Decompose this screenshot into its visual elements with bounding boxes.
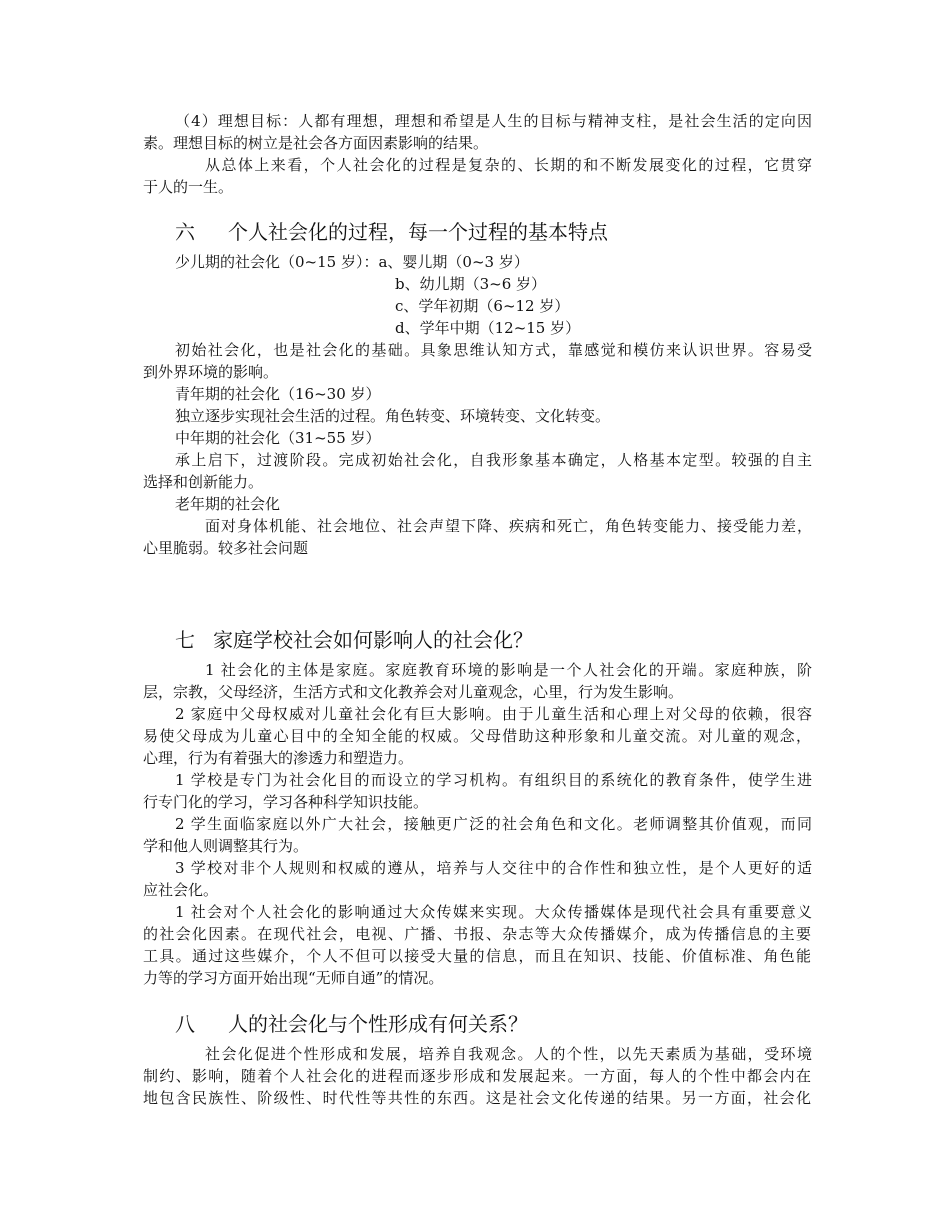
paragraph-line: 制约、影响，随着个人社会化的进程而逐步形成和发展起来。一方面，每人的个性中都会内在 <box>143 1067 811 1085</box>
paragraph-line: 面对身体机能、社会地位、社会声望下降、疾病和死亡，角色转变能力、接受能力差， <box>205 517 812 535</box>
paragraph-line: 心里脆弱。较多社会问题 <box>143 539 309 557</box>
paragraph-line: 承上启下，过渡阶段。完成初始社会化，自我形象基本确定，人格基本定型。较强的自主 <box>175 451 812 469</box>
paragraph-line: 的社会化因素。在现代社会，电视、广播、书报、杂志等大众传播媒介，成为传播信息的主要 <box>143 925 811 943</box>
section-number: 七 <box>175 628 195 652</box>
paragraph-line: 力等的学习方面开始出现“无师自通”的情况。 <box>143 969 444 987</box>
paragraph-line: 3 学校对非个人规则和权威的遵从，培养与人交往中的合作性和独立性，是个人更好的适 <box>175 859 812 877</box>
section-number: 八 <box>175 1012 195 1036</box>
section-heading: 人的社会化与个性形成有何关系？ <box>228 1012 528 1036</box>
paragraph-line: 行专门化的学习，学习各种科学知识技能。 <box>143 793 429 811</box>
paragraph-line: 1 社会化的主体是家庭。家庭教育环境的影响是一个人社会化的开端。家庭种族，阶 <box>205 661 812 679</box>
paragraph-line: d、学年中期（12~15 岁） <box>395 319 581 337</box>
paragraph-line: 2 家庭中父母权威对儿童社会化有巨大影响。由于儿童生活和心理上对父母的依赖，很容 <box>175 705 812 723</box>
paragraph-line: 初始社会化，也是社会化的基础。具象思维认知方式，靠感觉和模仿来认识世界。容易受 <box>175 341 812 359</box>
paragraph-line: 从总体上来看，个人社会化的过程是复杂的、长期的和不断发展变化的过程，它贯穿 <box>205 156 812 174</box>
paragraph-line: 社会化促进个性形成和发展，培养自我观念。人的个性，以先天素质为基础，受环境 <box>205 1045 812 1063</box>
paragraph-line: 心理，行为有着强大的渗透力和塑造力。 <box>143 749 414 767</box>
paragraph-line: 素。理想目标的树立是社会各方面因素影响的结果。 <box>143 134 489 152</box>
paragraph-line: 工具。通过这些媒介，个人不但可以接受大量的信息，而且在知识、技能、价值标准、角色能 <box>143 947 811 965</box>
section-heading: 家庭学校社会如何影响人的社会化？ <box>213 628 533 652</box>
paragraph-line: 易使父母成为儿童心目中的全知全能的权威。父母借助这种形象和儿童交流。对儿童的观念， <box>143 727 811 745</box>
paragraph-line: 老年期的社会化 <box>175 495 281 513</box>
paragraph-line: 青年期的社会化（16~30 岁） <box>175 385 381 403</box>
paragraph-line: 1 学校是专门为社会化目的而设立的学习机构。有组织目的系统化的教育条件，使学生进 <box>175 771 812 789</box>
paragraph-line: 应社会化。 <box>143 881 219 899</box>
paragraph-line: 选择和创新能力。 <box>143 473 264 491</box>
paragraph-line: 中年期的社会化（31~55 岁） <box>175 429 381 447</box>
paragraph-line: 到外界环境的影响。 <box>143 363 279 381</box>
paragraph-line: 层，宗教，父母经济，生活方式和文化教养会对儿童观念，心里，行为发生影响。 <box>143 683 684 701</box>
paragraph-line: 地包含民族性、阶级性、时代性等共性的东西。这是社会文化传递的结果。另一方面，社会化 <box>143 1089 811 1107</box>
section-heading: 个人社会化的过程，每一个过程的基本特点 <box>228 220 608 244</box>
section-number: 六 <box>175 220 195 244</box>
paragraph-line: 于人的一生。 <box>143 178 234 196</box>
paragraph-line: 学和他人则调整其行为。 <box>143 837 309 855</box>
paragraph-line: （4）理想目标：人都有理想，理想和希望是人生的目标与精神支柱，是社会生活的定向因 <box>175 112 812 130</box>
paragraph-line: 独立逐步实现社会生活的过程。角色转变、环境转变、文化转变。 <box>175 407 611 425</box>
paragraph-line: 少儿期的社会化（0~15 岁）：a、婴儿期（0~3 岁） <box>175 253 529 271</box>
paragraph-line: 2 学生面临家庭以外广大社会，接触更广泛的社会角色和文化。老师调整其价值观，而同 <box>175 815 812 833</box>
paragraph-line: b、幼儿期（3~6 岁） <box>395 275 547 293</box>
paragraph-line: 1 社会对个人社会化的影响通过大众传媒来实现。大众传播媒体是现代社会具有重要意义 <box>175 903 812 921</box>
paragraph-line: c、学年初期（6~12 岁） <box>395 297 570 315</box>
